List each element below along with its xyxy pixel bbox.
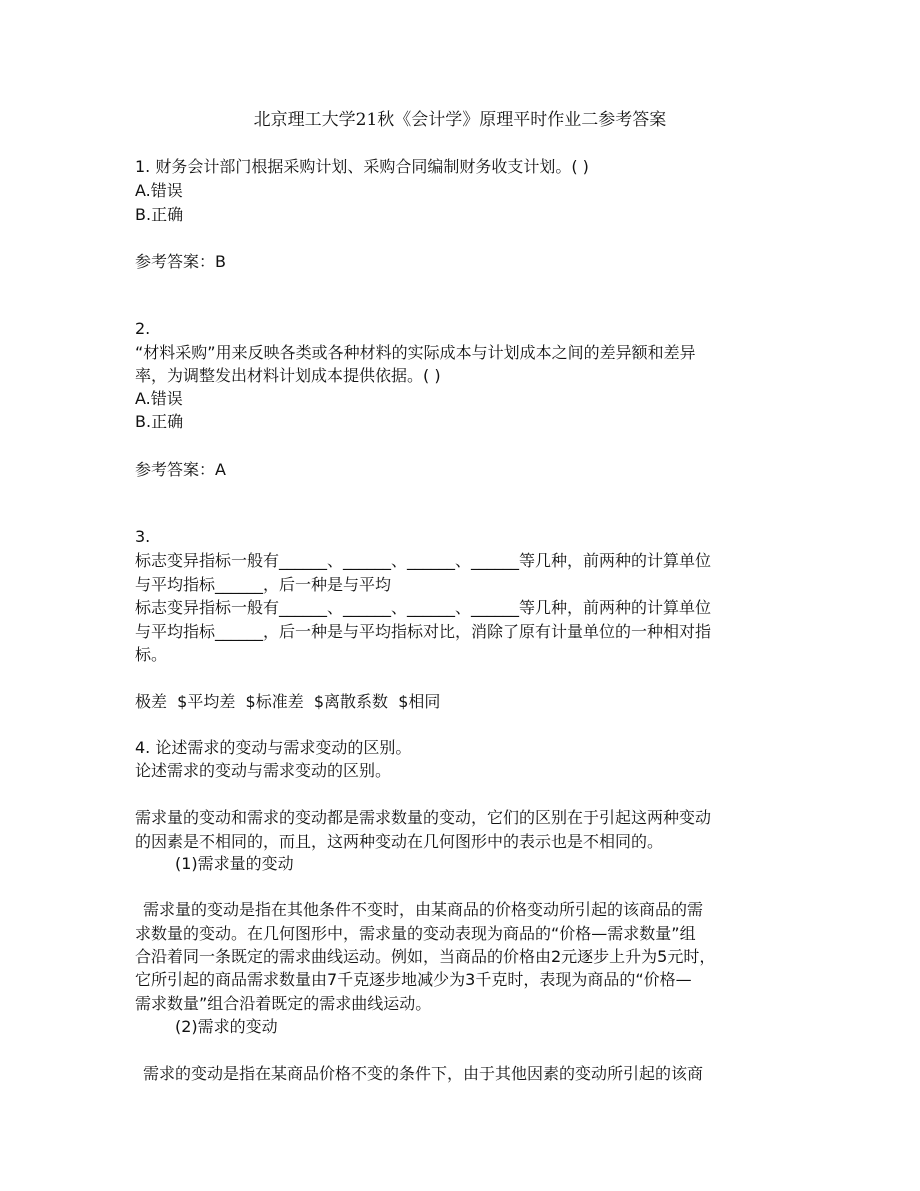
answer-paragraph-3-line-1: 需求的变动是指在某商品价格不变的条件下，由于其他因素的变动所引起的该商 — [143, 1064, 704, 1083]
answer-paragraph-2-line-3: 合沿着同一条既定的需求曲线运动。例如，当商品的价格由2元逐步上升为5元时， — [135, 947, 716, 966]
question-2-number: 2. — [135, 319, 151, 338]
answer-paragraph-2-line-4: 它所引起的商品需求数量由7千克逐步地减少为3千克时，表现为商品的“价格— — [135, 970, 692, 989]
question-2-answer: 参考答案：A — [135, 460, 226, 479]
answer-heading-1: (1)需求量的变动 — [175, 854, 294, 873]
answer-paragraph-1-line-2: 的因素是不相同的，而且，这两种变动在几何图形中的表示也是不相同的。 — [135, 832, 664, 851]
answer-paragraph-2-line-1: 需求量的变动是指在其他条件不变时，由某商品的价格变动所引起的该商品的需 — [143, 900, 704, 919]
question-1-answer: 参考答案：B — [135, 252, 226, 271]
question-4-stem: 4. 论述需求的变动与需求变动的区别。 — [135, 738, 412, 757]
question-3-line-2: 与平均指标______，后一种是与平均 — [135, 575, 392, 594]
question-1-option-a: A.错误 — [135, 181, 183, 200]
question-4-stem-repeat: 论述需求的变动与需求变动的区别。 — [135, 761, 392, 780]
question-1-stem: 1. 财务会计部门根据采购计划、采购合同编制财务收支计划。( ) — [135, 157, 589, 176]
answer-paragraph-1-line-1: 需求量的变动和需求的变动都是需求数量的变动，它们的区别在于引起这两种变动 — [135, 808, 712, 827]
question-3-line-1: 标志变异指标一般有______、______、______、______等几种，前两种的计算单位 — [135, 551, 712, 570]
question-3-line-3: 标志变异指标一般有______、______、______、______等几种，前两种的计算单位 — [135, 598, 712, 617]
question-2-option-b: B.正确 — [135, 412, 184, 431]
question-1-option-b: B.正确 — [135, 205, 184, 224]
question-2-stem-line-2: 率，为调整发出材料计划成本提供依据。( ) — [135, 366, 441, 385]
question-3-answer: 极差 $平均差 $标准差 $离散系数 $相同 — [135, 692, 441, 711]
question-2-option-a: A.错误 — [135, 389, 183, 408]
question-3-line-5: 标。 — [135, 645, 168, 664]
answer-paragraph-2-line-2: 求数量的变动。在几何图形中，需求量的变动表现为商品的“价格—需求数量”组 — [135, 924, 696, 943]
document-title: 北京理工大学21秋《会计学》原理平时作业二参考答案 — [253, 110, 667, 130]
question-3-line-4: 与平均指标______，后一种是与平均指标对比，消除了原有计量单位的一种相对指 — [135, 622, 712, 641]
answer-paragraph-2-line-5: 需求数量”组合沿着既定的需求曲线运动。 — [135, 994, 432, 1013]
question-2-stem-line-1: “材料采购”用来反映各类或各种材料的实际成本与计划成本之间的差异额和差异 — [135, 343, 696, 362]
question-3-number: 3. — [135, 527, 151, 546]
answer-heading-2: (2)需求的变动 — [175, 1017, 278, 1036]
